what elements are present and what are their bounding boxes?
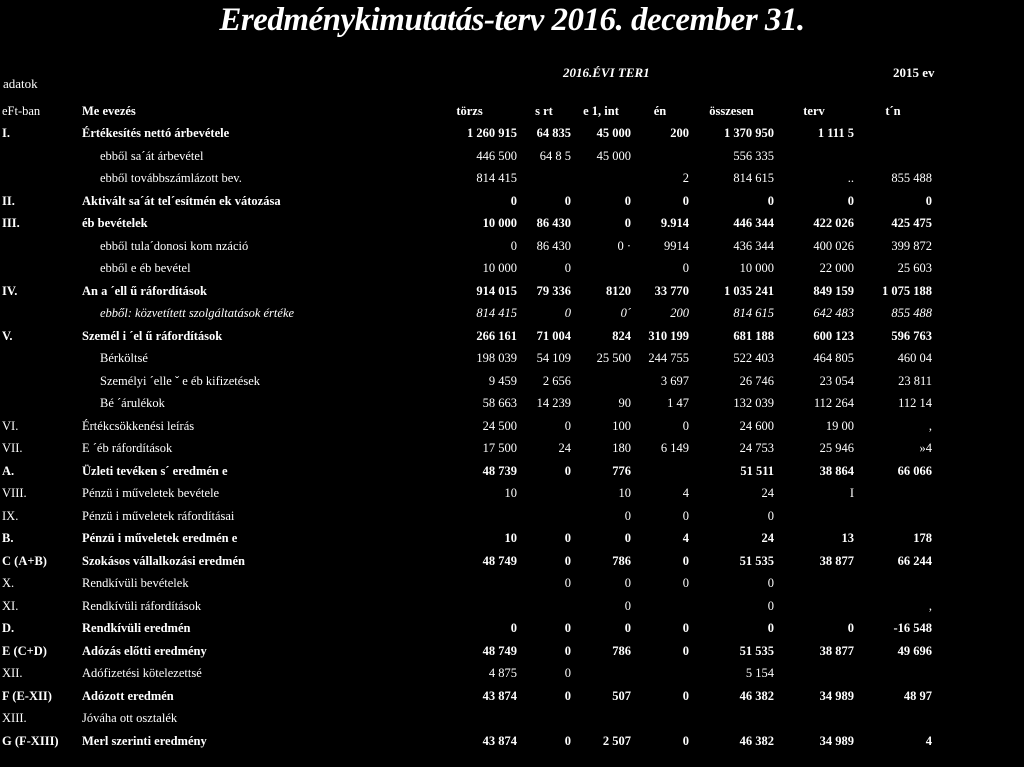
row-value: 178 xyxy=(913,531,932,546)
row-value xyxy=(517,483,571,506)
col-header-name: Me evezés xyxy=(82,103,136,118)
row-value xyxy=(422,595,517,618)
row-value: 814 415 xyxy=(476,306,517,321)
row-value: 0 xyxy=(510,621,517,636)
row-value: 0 xyxy=(682,643,689,658)
row-value: 66 244 xyxy=(897,553,932,568)
row-code: VIII. xyxy=(2,486,27,501)
row-value: 38 877 xyxy=(819,643,854,658)
row-value: 0 xyxy=(564,418,571,433)
row-value: 9.914 xyxy=(660,216,689,231)
row-value xyxy=(571,258,631,281)
table-row xyxy=(0,348,932,371)
row-value xyxy=(854,663,932,686)
row-value: 855 488 xyxy=(891,171,932,186)
row-value xyxy=(854,573,932,596)
table-row xyxy=(0,460,932,483)
row-value: 51 535 xyxy=(739,553,774,568)
row-value: 8120 xyxy=(606,283,631,298)
row-code: VII. xyxy=(2,441,23,456)
row-value: 0 xyxy=(682,621,689,636)
row-value: 0 xyxy=(564,193,571,208)
row-value xyxy=(631,145,689,168)
row-value: 112 14 xyxy=(898,396,932,411)
row-code xyxy=(0,393,82,416)
table-row xyxy=(0,663,932,686)
table-row xyxy=(0,640,932,663)
row-value: 0 xyxy=(564,261,571,276)
table-row xyxy=(0,325,932,348)
row-value: 849 159 xyxy=(813,283,854,298)
row-code: II. xyxy=(2,193,15,208)
row-value xyxy=(631,708,689,731)
row-label: ebből tula´donosi kom nzáció xyxy=(100,238,249,253)
row-code: D. xyxy=(2,621,15,636)
row-value xyxy=(631,595,689,618)
row-value: 0 xyxy=(564,553,571,568)
row-label: Adózott eredmén xyxy=(82,688,174,703)
row-value: 642 483 xyxy=(813,306,854,321)
row-value: 446 500 xyxy=(476,148,517,163)
col-header-4: én xyxy=(653,103,667,118)
row-value: 436 344 xyxy=(733,238,774,253)
row-label: An a ´ell ű ráfordítások xyxy=(82,283,207,298)
row-value: 0 xyxy=(847,621,854,636)
row-value: 522 403 xyxy=(733,351,774,366)
row-code: IV. xyxy=(2,283,18,298)
row-value: 3 697 xyxy=(660,373,689,388)
row-value: 1 111 5 xyxy=(817,126,854,141)
row-label: Rendkívüli bevételek xyxy=(82,576,189,591)
row-code xyxy=(0,168,82,191)
row-value: 24 500 xyxy=(482,418,517,433)
row-value: 600 123 xyxy=(813,328,854,343)
row-value: 86 430 xyxy=(536,238,571,253)
row-value: 24 600 xyxy=(739,418,774,433)
table-row xyxy=(0,708,932,731)
row-value: 786 xyxy=(612,553,631,568)
row-value: 10 xyxy=(504,531,517,546)
row-value: 446 344 xyxy=(733,216,774,231)
row-value xyxy=(854,708,932,731)
row-value: 10 000 xyxy=(482,216,517,231)
row-value xyxy=(774,708,854,731)
table-row xyxy=(0,393,932,416)
row-value: 0 xyxy=(624,216,631,231)
row-value: 10 xyxy=(618,486,631,501)
row-code: A. xyxy=(2,463,15,478)
row-value xyxy=(774,505,854,528)
row-value: 19 00 xyxy=(825,418,854,433)
row-value xyxy=(774,595,854,618)
row-value: 180 xyxy=(612,441,631,456)
row-value: 0 xyxy=(624,621,631,636)
table-row xyxy=(0,483,932,506)
row-label: Értékcsökkenési leírás xyxy=(82,418,195,433)
row-value: 824 xyxy=(612,328,631,343)
table-row xyxy=(0,280,932,303)
row-value: 0 xyxy=(564,666,571,681)
row-value: 0 xyxy=(767,598,774,613)
table-row xyxy=(0,258,932,281)
table-row xyxy=(0,730,932,753)
table-row xyxy=(0,370,932,393)
row-value: 0 xyxy=(767,576,774,591)
row-value: 48 749 xyxy=(482,553,517,568)
table-row xyxy=(0,550,932,573)
row-value: 0 · xyxy=(617,238,631,253)
row-value: 48 739 xyxy=(482,463,517,478)
table-row xyxy=(0,595,932,618)
row-value: 22 000 xyxy=(819,261,854,276)
row-value: 0´ xyxy=(620,306,631,321)
row-value: 814 615 xyxy=(733,171,774,186)
row-value: 71 004 xyxy=(536,328,571,343)
row-value: 425 475 xyxy=(891,216,932,231)
table-row xyxy=(0,685,932,708)
row-value: 0 xyxy=(682,508,689,523)
row-value xyxy=(774,573,854,596)
table-row xyxy=(0,168,932,191)
table-row xyxy=(0,573,932,596)
row-value: 814 415 xyxy=(476,171,517,186)
row-value: 422 026 xyxy=(813,216,854,231)
table-row xyxy=(0,618,932,641)
row-label: Pénzü i műveletek bevétele xyxy=(82,486,220,501)
row-value: 200 xyxy=(670,126,689,141)
row-value: 0 xyxy=(682,261,689,276)
row-value: 48 749 xyxy=(482,643,517,658)
row-value: 198 039 xyxy=(476,351,517,366)
row-code xyxy=(0,370,82,393)
row-value: 400 026 xyxy=(813,238,854,253)
row-value: 45 000 xyxy=(596,148,631,163)
row-value: 0 xyxy=(624,576,631,591)
table-row xyxy=(0,235,932,258)
row-value: 0 xyxy=(682,576,689,591)
row-label: ebből továbbszámlázott bev. xyxy=(100,171,242,186)
row-code: XI. xyxy=(2,598,19,613)
row-value: 0 xyxy=(564,621,571,636)
row-value: 6 149 xyxy=(660,441,689,456)
row-code: F (E-XII) xyxy=(2,688,52,703)
row-label: Merl szerinti eredmény xyxy=(82,733,207,748)
row-value: 556 335 xyxy=(733,148,774,163)
row-value: 24 xyxy=(761,486,774,501)
row-value xyxy=(631,663,689,686)
row-value: 5 154 xyxy=(745,666,774,681)
row-value: 1 075 188 xyxy=(882,283,932,298)
row-value xyxy=(571,168,631,191)
table-row xyxy=(0,528,932,551)
row-value: 100 xyxy=(612,418,631,433)
row-value: 79 336 xyxy=(536,283,571,298)
row-value: 1 370 950 xyxy=(724,126,774,141)
row-value: 0 xyxy=(564,531,571,546)
row-value: 0 xyxy=(925,193,932,208)
row-value: 43 874 xyxy=(482,733,517,748)
row-value: 2 507 xyxy=(602,733,631,748)
row-value: »4 xyxy=(919,441,932,456)
row-label: Rendkívüli eredmén xyxy=(82,621,191,636)
row-value: 0 xyxy=(682,688,689,703)
row-value: 0 xyxy=(767,621,774,636)
row-value: 0 xyxy=(510,238,517,253)
row-value: 46 382 xyxy=(739,688,774,703)
row-label: Személyi ´elle ˇ e éb kifizetések xyxy=(100,373,260,388)
row-value: 23 811 xyxy=(898,373,932,388)
row-value xyxy=(517,168,571,191)
row-value: 786 xyxy=(612,643,631,658)
row-value: 1 035 241 xyxy=(724,283,774,298)
row-value: 14 239 xyxy=(536,396,571,411)
row-value: 4 875 xyxy=(488,666,517,681)
row-value: 0 xyxy=(564,463,571,478)
row-value: 4 xyxy=(682,486,689,501)
row-value: 0 xyxy=(564,688,571,703)
row-value: 86 430 xyxy=(536,216,571,231)
row-value: 681 188 xyxy=(733,328,774,343)
row-value: 46 382 xyxy=(739,733,774,748)
row-value: , xyxy=(928,598,932,613)
row-value: 0 xyxy=(624,193,631,208)
row-value: 814 615 xyxy=(733,306,774,321)
row-value: 17 500 xyxy=(482,441,517,456)
row-value: 507 xyxy=(612,688,631,703)
row-value: 66 066 xyxy=(897,463,932,478)
row-code: B. xyxy=(2,531,14,546)
row-value: 38 877 xyxy=(819,553,854,568)
row-code: X. xyxy=(2,576,15,591)
row-label: Bé ´árulékok xyxy=(100,396,165,411)
row-value: 0 xyxy=(564,576,571,591)
row-code xyxy=(0,348,82,371)
row-value: 13 xyxy=(841,531,854,546)
row-label: Adózás előtti eredmény xyxy=(82,643,207,658)
row-value: 34 989 xyxy=(819,733,854,748)
row-value: 58 663 xyxy=(482,396,517,411)
row-value xyxy=(854,145,932,168)
row-code: E (C+D) xyxy=(2,643,47,658)
row-value: 25 946 xyxy=(819,441,854,456)
row-value: 51 535 xyxy=(739,643,774,658)
col-header-terv: terv xyxy=(803,103,825,118)
col-header-3: e 1, int xyxy=(583,103,619,118)
row-code: C (A+B) xyxy=(2,553,47,568)
row-value: 34 989 xyxy=(819,688,854,703)
row-value: 10 xyxy=(504,486,517,501)
row-value: 0 xyxy=(564,306,571,321)
row-value: 112 264 xyxy=(813,396,854,411)
row-code: XIII. xyxy=(2,711,27,726)
row-value: , xyxy=(928,418,932,433)
row-value: 132 039 xyxy=(733,396,774,411)
table-row xyxy=(0,145,932,168)
table-row xyxy=(0,190,932,213)
row-label: Aktivált sa´át tel´esítmén ek vátozása xyxy=(82,193,281,208)
row-value xyxy=(517,708,571,731)
row-value xyxy=(517,505,571,528)
row-value: 464 805 xyxy=(813,351,854,366)
income-statement-table xyxy=(0,100,932,753)
row-value: 200 xyxy=(670,306,689,321)
table-row xyxy=(0,213,932,236)
row-value xyxy=(422,708,517,731)
table-row xyxy=(0,505,932,528)
row-value xyxy=(854,505,932,528)
row-code xyxy=(0,235,82,258)
row-value: 596 763 xyxy=(891,328,932,343)
row-label: éb bevételek xyxy=(82,216,148,231)
row-value: 0 xyxy=(510,193,517,208)
row-value: 2 xyxy=(682,171,689,186)
row-value: 310 199 xyxy=(648,328,689,343)
row-value xyxy=(689,708,774,731)
row-label: Értékesítés nettó árbevétele xyxy=(82,126,230,141)
row-value: 855 488 xyxy=(891,306,932,321)
row-value: 399 872 xyxy=(891,238,932,253)
row-value: 4 xyxy=(925,733,932,748)
row-value xyxy=(422,505,517,528)
row-value xyxy=(774,663,854,686)
row-label: Üzleti tevéken s´ eredmén e xyxy=(82,463,228,478)
row-value: 914 015 xyxy=(476,283,517,298)
row-value: 460 04 xyxy=(897,351,932,366)
row-value xyxy=(854,483,932,506)
row-value: 24 xyxy=(558,441,571,456)
previous-year-header: 2015 ev xyxy=(893,65,935,80)
row-code xyxy=(0,145,82,168)
plan-year-header: 2016.ÉVI TER1 xyxy=(563,65,650,80)
row-value xyxy=(571,370,631,393)
row-value: 49 696 xyxy=(897,643,932,658)
row-label: Szokásos vállalkozási eredmén xyxy=(82,553,245,568)
row-value: 43 874 xyxy=(482,688,517,703)
col-header-osszesen: összesen xyxy=(709,103,754,118)
row-code: I. xyxy=(2,126,10,141)
row-value: 0 xyxy=(847,193,854,208)
row-code: G (F-XIII) xyxy=(2,733,59,748)
row-value: .. xyxy=(847,171,854,186)
row-value: 24 xyxy=(761,531,774,546)
row-value: 244 755 xyxy=(648,351,689,366)
row-value: 0 xyxy=(624,508,631,523)
row-value: 776 xyxy=(612,463,631,478)
row-value: 266 161 xyxy=(476,328,517,343)
row-value: 33 770 xyxy=(654,283,689,298)
row-value: 4 xyxy=(682,531,689,546)
row-label: E ´éb ráfordítások xyxy=(82,441,173,456)
row-value: 64 8 5 xyxy=(539,148,571,163)
row-label: ebből: közvetített szolgáltatások értéke xyxy=(100,306,295,321)
col-header-2: s rt xyxy=(535,103,553,118)
row-code: VI. xyxy=(2,418,19,433)
row-value: 0 xyxy=(624,598,631,613)
document-title: Eredménykimutatás-terv 2016. december 31. xyxy=(219,2,805,38)
row-value: 2 656 xyxy=(542,373,571,388)
row-code: III. xyxy=(2,216,20,231)
col-header-torzs: törzs xyxy=(456,103,483,118)
row-value: 25 603 xyxy=(897,261,932,276)
row-value: 54 109 xyxy=(536,351,571,366)
row-value: 10 000 xyxy=(739,261,774,276)
row-value xyxy=(517,595,571,618)
row-label: Pénzü i műveletek ráfordításai xyxy=(82,508,235,523)
row-value: 38 864 xyxy=(819,463,854,478)
row-value: 1 260 915 xyxy=(467,126,517,141)
table-row xyxy=(0,438,932,461)
row-value: 64 835 xyxy=(536,126,571,141)
row-value: 23 054 xyxy=(819,373,854,388)
row-value xyxy=(571,708,631,731)
row-value: 0 xyxy=(682,193,689,208)
row-label: ebből sa´át árbevétel xyxy=(100,148,204,163)
row-value: 45 000 xyxy=(596,126,631,141)
row-code: XII. xyxy=(2,666,23,681)
table-row xyxy=(0,303,932,326)
row-code: V. xyxy=(2,328,13,343)
row-label: Pénzü i műveletek eredmén e xyxy=(82,531,238,546)
column-header-row xyxy=(0,100,932,123)
row-value: 0 xyxy=(624,531,631,546)
row-value: 0 xyxy=(564,733,571,748)
row-label: Adófizetési kötelezettsé xyxy=(82,666,202,681)
table-row xyxy=(0,415,932,438)
row-value: 9914 xyxy=(664,238,689,253)
row-value xyxy=(631,460,689,483)
row-label: Jóváha ott osztalék xyxy=(82,711,178,726)
row-value: 0 xyxy=(682,733,689,748)
table-row xyxy=(0,123,932,146)
row-code xyxy=(0,258,82,281)
row-value: 1 47 xyxy=(667,396,689,411)
row-code: IX. xyxy=(2,508,19,523)
row-value xyxy=(422,573,517,596)
row-value: 25 500 xyxy=(596,351,631,366)
row-value: 0 xyxy=(564,643,571,658)
row-code xyxy=(0,303,82,326)
row-value xyxy=(854,123,932,146)
row-label: Bérköltsé xyxy=(100,351,148,366)
row-value: 9 459 xyxy=(488,373,517,388)
row-value xyxy=(774,145,854,168)
row-value: 10 000 xyxy=(482,261,517,276)
row-value: 0 xyxy=(767,508,774,523)
row-value xyxy=(571,663,631,686)
row-value: 51 511 xyxy=(740,463,774,478)
row-value: 24 753 xyxy=(739,441,774,456)
row-value: I xyxy=(849,486,854,501)
row-value: 48 97 xyxy=(903,688,932,703)
row-value: 0 xyxy=(767,193,774,208)
row-value: 90 xyxy=(618,396,631,411)
col-header-tenyleges: t´n xyxy=(885,103,901,118)
row-label: Rendkívüli ráfordítások xyxy=(82,598,202,613)
row-value: 26 746 xyxy=(739,373,774,388)
col-header-unit: eFt-ban xyxy=(2,103,41,118)
row-value: 0 xyxy=(682,418,689,433)
row-label: ebből e éb bevétel xyxy=(100,261,191,276)
adatok-label: adatok xyxy=(3,76,38,91)
row-value: -16 548 xyxy=(893,621,932,636)
row-label: Személ i ´el ű ráfordítások xyxy=(82,328,223,343)
row-value: 0 xyxy=(682,553,689,568)
